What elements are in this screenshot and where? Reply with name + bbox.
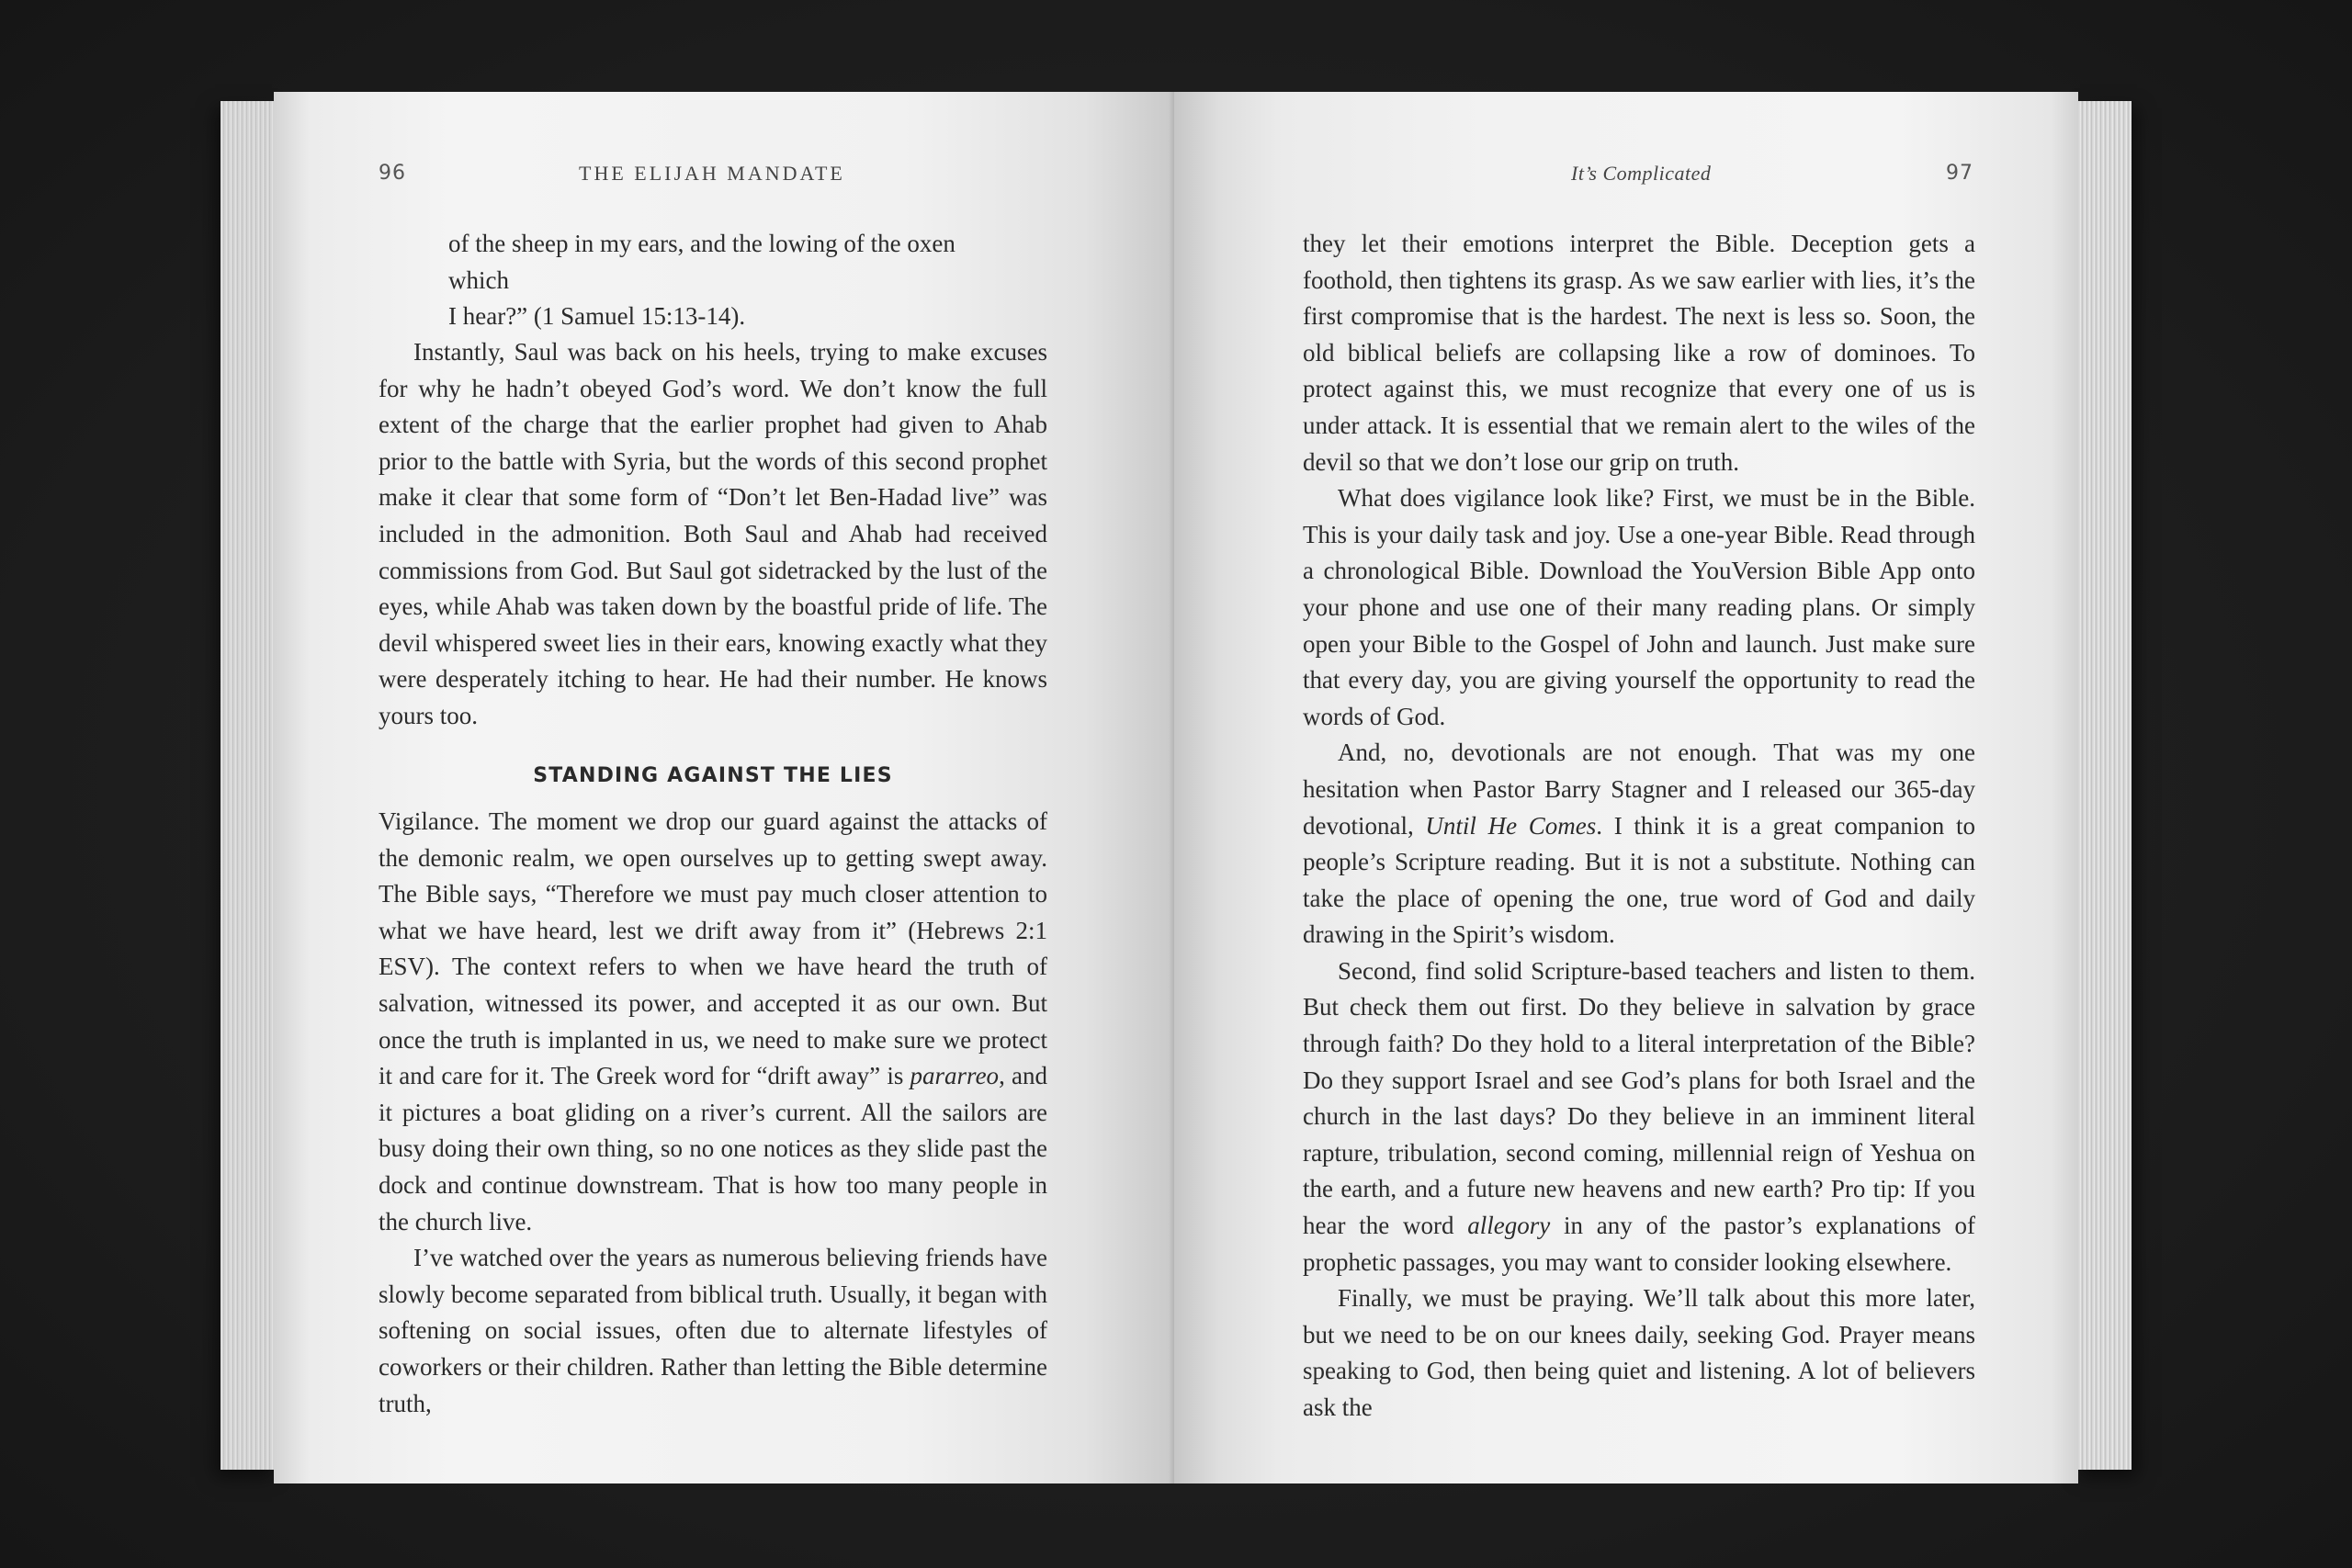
right-body [1303, 226, 1975, 1427]
italic-term: allegory [1467, 1212, 1551, 1240]
left-page [274, 92, 1174, 1483]
right-page-edges [2075, 101, 2132, 1470]
quote-line-2: I hear?” (1 Samuel 15:13-14). [448, 302, 746, 331]
paragraph [379, 804, 1047, 1240]
paragraph [1303, 953, 1975, 1280]
text-run: , and it pictures a boat gliding on a river’s current. All the sailors are busy doing their own thing, so no one notices as they slide past the dock and continue downstream. That is how too many people in the church live. [379, 1062, 1048, 1235]
running-head-left: THE ELIJAH MANDATE [579, 162, 845, 185]
text-run: Vigilance. The moment we drop our guard against the attacks of the demonic realm, we open ourselves up to getting swept away. The Bible says, “Therefore we must pay much closer attention to what we have heard, lest we drift away from it” (Hebrews 2:1 ESV). The context refers to when we have heard the truth of salvation, witnessed its power, and accepted it as our own. But once the truth is implanted in us, we need to make sure we protect it and care for it. The Greek word for “drift away” is [379, 807, 1047, 1090]
running-head-right: It’s Complicated [1571, 162, 1712, 185]
paragraph [1303, 735, 1975, 953]
page-number-right: 97 [1946, 162, 1973, 185]
text-run: . I think it is a great companion to people’s Scripture reading. But it is not a substitute. Nothing can take the place of opening the one, true word of God and daily drawing in the Spirit’s wisdom. [1303, 811, 1975, 949]
section-heading: STANDING AGAINST THE LIES [533, 764, 893, 787]
paragraph: Finally, we must be praying. We’ll talk about this more later, but we need to be on our knees daily, seeking God. Prayer means speaking to God, then being quiet and listening. A lot of believers ask the [1303, 1284, 1975, 1421]
italic-term: pararreo [910, 1062, 1000, 1090]
quote-line-1: of the sheep in my ears, and the lowing of the oxen which [448, 230, 956, 294]
paragraph: Instantly, Saul was back on his heels, trying to make excuses for why he hadn’t obeyed God’s word. We don’t know the full extent of the charge that the earlier prophet had given to Ahab prior to the battle with Syria, but the words of this second prophet make it clear that some form of “Don’t let Ben-Hadad live” was included in the admonition. Both Saul and Ahab had received commissions from God. But Saul got sidetracked by the lust of the eyes, while Ahab was taken down by the boastful pride of life. The devil whispered sweet lies in their ears, knowing exactly what they were desperately itching to hear. He had their number. He knows yours too. [379, 338, 1047, 729]
paragraph: I’ve watched over the years as numerous believing friends have slowly become separated from biblical truth. Usually, it began with softening on social issues, often due to alternate lifestyles of coworkers or their children. Rather than letting the Bible determine truth, [379, 1244, 1047, 1417]
block-quote [448, 226, 981, 335]
page-number-left: 96 [379, 162, 406, 185]
text-run: Second, find solid Scripture-based teachers and listen to them. But check them out first. Do they believe in salvation by grace through faith? Do they hold to a literal interpretation of the Bible? Do they support Israel and see God’s plans for both Israel and the church in the last days? Do they believe in an imminent literal rapture, tribulation, second coming, millennial reign of Yeshua on the earth, and a future new heavens and new earth? Pro tip: If you hear the word [1303, 956, 1975, 1240]
italic-title: Until He Comes [1425, 811, 1597, 840]
right-page [1174, 92, 2078, 1483]
left-body-bottom [379, 804, 1047, 1422]
paragraph: What does vigilance look like? First, we must be in the Bible. This is your daily task and joy. Use a one-year Bible. Read through a chronological Bible. Download the YouVersion Bible App onto your phone and use one of their many reading plans. Or simply open your Bible to the Gospel of John and launch. Just make sure that every day, you are giving yourself the opportunity to read the words of God. [1303, 484, 1975, 730]
paragraph: they let their emotions interpret the Bible. Deception gets a foothold, then tightens its grasp. As we saw earlier with lies, it’s the first compromise that is the hardest. The next is less so. Soon, the old biblical beliefs are collapsing like a row of dominoes. To protect against this, we must recognize that every one of us is under attack. It is essential that we remain alert to the wiles of the devil so that we don’t lose our grip on truth. [1303, 230, 1975, 476]
left-page-edges [220, 101, 277, 1470]
left-body-top [379, 334, 1047, 735]
text-run: And, no, devotionals are not enough. That was my one hesitation when Pastor Barry Stagner and I released our 365-day devotional, [1303, 739, 1975, 840]
text-run: in any of the pastor’s explanations of prophetic passages, you may want to consider looking elsewhere. [1303, 1212, 1975, 1276]
